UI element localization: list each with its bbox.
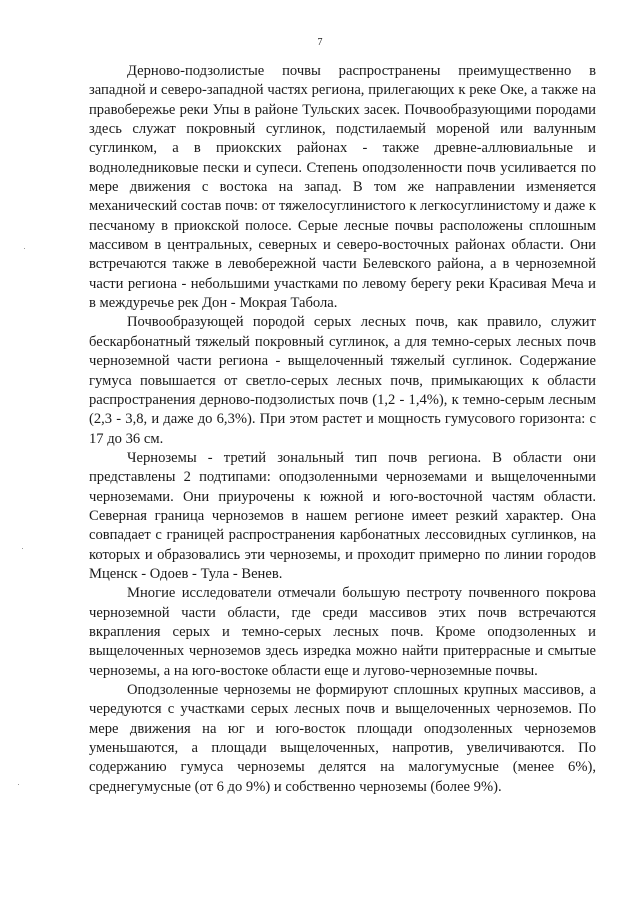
paragraph-gray-forest-soils: Почвообразующей породой серых лесных почв, как правило, служит бескарбонатный тяжелый покровный суглинок, а для темно-серых лесных почв черноземной части региона - выщелоченный тяжелый суглинок. Содержание гумуса повышается от светло-серых лесных почв, примыкающих к области распространения дерново-подзолистых почв (1,2 - 1,4%), к темно-серым лесным (2,3 - 3,8, и даже до 6,3%). При этом растет и мощность гумусового горизонта: с 17 до 36 см. — [89, 314, 596, 447]
scan-speck — [18, 784, 19, 785]
scan-speck — [24, 248, 25, 249]
paragraph-soil-diversity: Многие исследователи отмечали большую пестроту почвенного покрова черноземной части области, где среди массивов этих почв встречаются вкрапления серых и темно-серых лесных почв. Кроме оподзоленных и выщелоченных черноземов здесь изредка можно найти притеррасные и смытые черноземы, а на юго-востоке области еще и лугово-черноземные почвы. — [89, 585, 596, 679]
paragraph-podzolized-chernozems: Оподзоленные черноземы не формируют сплошных крупных массивов, а чередуются с участками серых лесных почв и выщелоченных черноземов. По мере движения на юг и юго-восток площади оподзоленных черноземов уменьшаются, а площади выщелоченных, напротив, увеличиваются. По содержанию гумуса черноземы делятся на малогумусные (менее 6%), среднегумусные (от 6 до 9%) и собственно черноземы (более 9%). — [89, 682, 596, 795]
paragraph-chernozems: Черноземы - третий зональный тип почв региона. В области они представлены 2 подтипами: оподзоленными черноземами и выщелоченными черноземами. Они приурочены к южной и юго-восточной частям области. Северная граница черноземов в нашем регионе имеет резкий характер. Она совпадает с границей распространения карбонатных лессовидных суглинков, на которых и образовались эти черноземы, и проходит примерно по линии городов Мценск - Одоев - Тула - Венев. — [89, 449, 596, 582]
page-number: 7 — [317, 37, 323, 48]
document-body — [89, 62, 596, 797]
paragraph-sod-podzolic-soils: Дерново-подзолистые почвы распространены преимущественно в западной и северо-западной частях региона, прилегающих к реке Оке, а также на правобережье реки Упы в районе Тульских засек. Почвообразующими породами здесь служат покровный суглинок, подстилаемый мореной или валунным суглинком, а в приокских районах - также древне-аллювиальные и водноледниковые пески и супеси. Степень оподзоленности почв усиливается по мере движения с востока на запад. В том же направлении изменяется механический состав почв: от тяжелосуглинистого к легкосуглинистому и даже к песчаному в приокской полосе. Серые лесные почвы расположены сплошным массивом в центральных, северных и северо-восточных районах области. Они встречаются также в левобережной части Белевского района, а в черноземной части региона - небольшими участками по левому берегу реки Красивая Меча и в междуречье рек Дон - Мокрая Табола. — [89, 63, 596, 312]
scan-speck — [22, 548, 23, 549]
